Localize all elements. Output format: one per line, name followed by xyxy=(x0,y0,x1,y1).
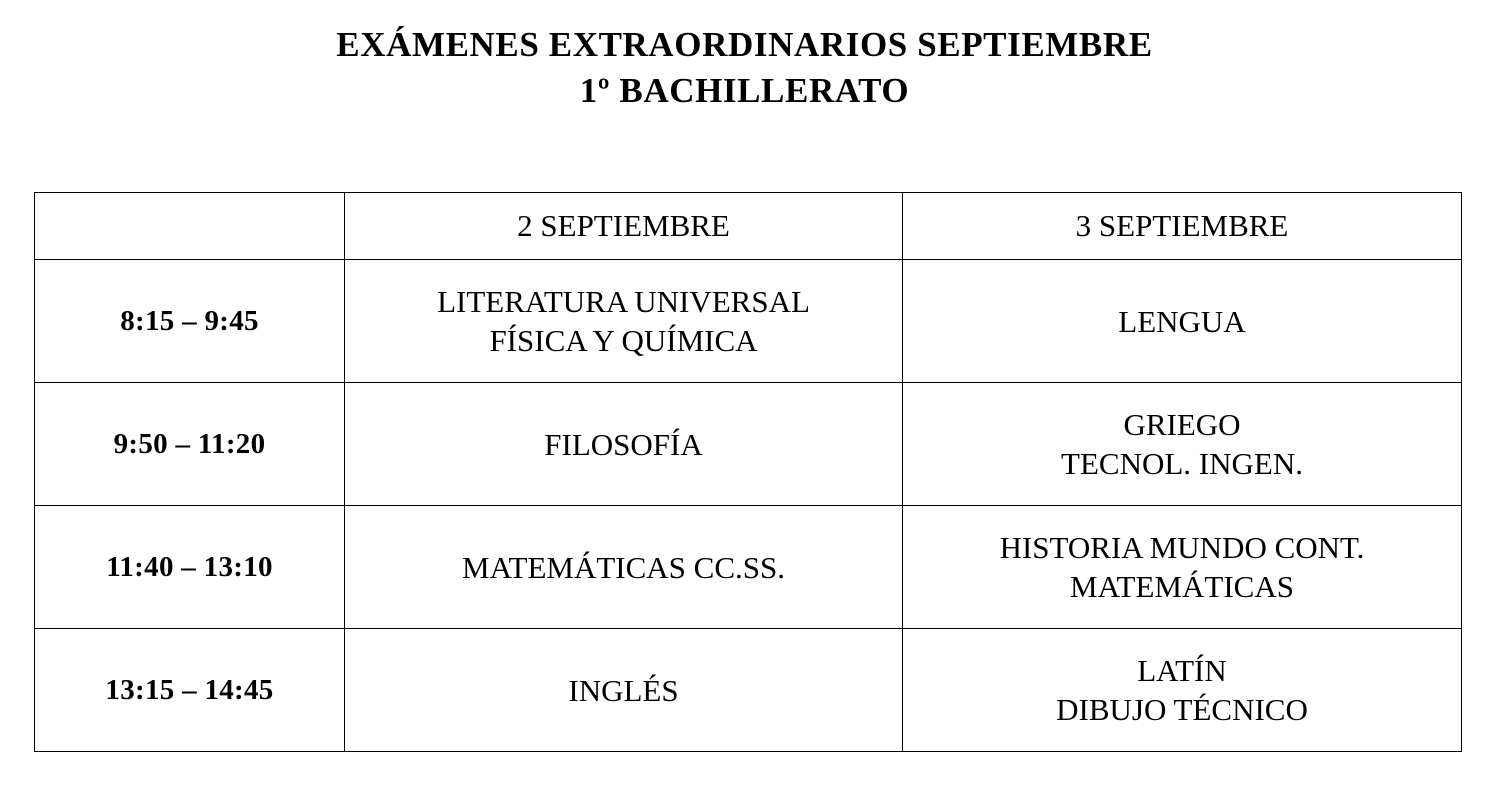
row-time-slot: 13:15 – 14:45 xyxy=(35,629,345,752)
subject-line: TECNOL. INGEN. xyxy=(1061,446,1303,482)
schedule-table-container xyxy=(0,192,1489,752)
row-subjects-day-2 xyxy=(903,260,1462,383)
subject-line: LITERATURA UNIVERSAL xyxy=(437,283,810,319)
subject-line: FILOSOFÍA xyxy=(544,426,703,462)
row-subjects-day-2 xyxy=(903,506,1462,629)
subject-line: INGLÉS xyxy=(568,672,679,708)
subject-line: HISTORIA MUNDO CONT. xyxy=(999,529,1365,565)
table-row xyxy=(35,383,1462,506)
table-header-row xyxy=(35,193,1462,260)
subject-line: DIBUJO TÉCNICO xyxy=(1056,692,1308,728)
subject-line: LENGUA xyxy=(1118,303,1246,339)
row-subjects-day-2 xyxy=(903,629,1462,752)
subject-line: GRIEGO xyxy=(1123,406,1241,442)
row-subjects-day-2 xyxy=(903,383,1462,506)
title-line-secondary: 1º BACHILLERATO xyxy=(579,71,910,111)
exam-schedule-table xyxy=(34,192,1462,752)
subject-line: MATEMÁTICAS CC.SS. xyxy=(462,549,785,585)
table-row xyxy=(35,260,1462,383)
table-row xyxy=(35,506,1462,629)
row-time-slot: 8:15 – 9:45 xyxy=(35,260,345,383)
row-subjects-day-1 xyxy=(345,383,903,506)
row-time-slot: 11:40 – 13:10 xyxy=(35,506,345,629)
row-time-slot: 9:50 – 11:20 xyxy=(35,383,345,506)
subject-line: MATEMÁTICAS xyxy=(1070,569,1294,605)
row-subjects-day-1 xyxy=(345,506,903,629)
subject-line: LATÍN xyxy=(1137,652,1227,688)
row-subjects-day-1 xyxy=(345,260,903,383)
row-subjects-day-1 xyxy=(345,629,903,752)
title-line-primary: EXÁMENES EXTRAORDINARIOS SEPTIEMBRE xyxy=(336,25,1153,64)
header-cell-time xyxy=(35,193,345,260)
table-row xyxy=(35,629,1462,752)
subject-line: FÍSICA Y QUÍMICA xyxy=(489,323,758,359)
table-body xyxy=(35,260,1462,752)
table-header xyxy=(35,193,1462,260)
header-cell-day-1: 2 SEPTIEMBRE xyxy=(345,193,903,260)
header-cell-day-2: 3 SEPTIEMBRE xyxy=(903,193,1462,260)
document-title xyxy=(0,0,1489,114)
